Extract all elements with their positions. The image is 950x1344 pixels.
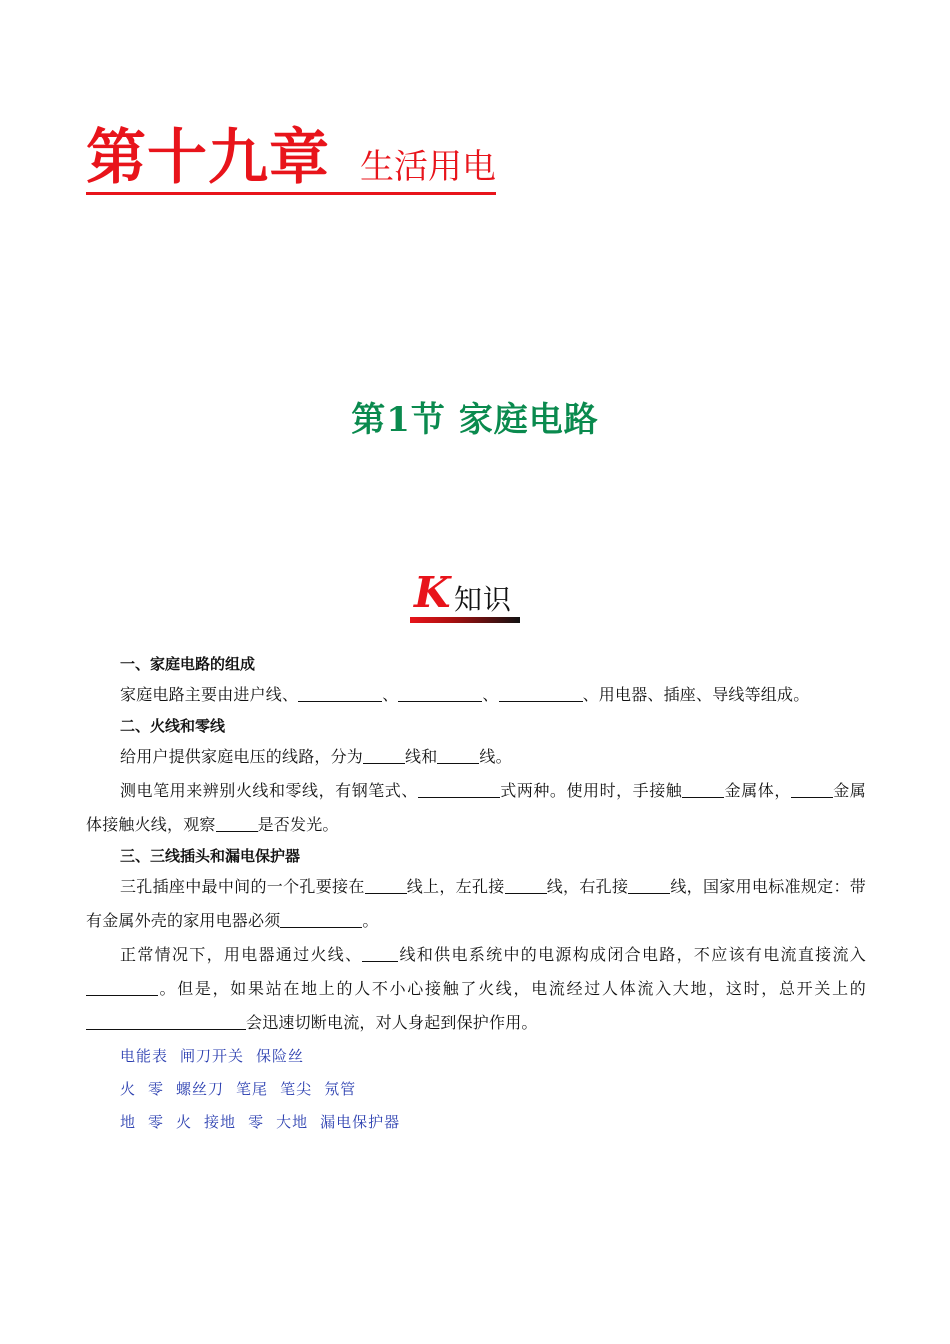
- blank[interactable]: [437, 747, 479, 764]
- knowledge-badge: [410, 568, 522, 624]
- blank[interactable]: [86, 1013, 246, 1030]
- blank[interactable]: [505, 877, 547, 894]
- blank[interactable]: [418, 781, 500, 798]
- blank[interactable]: [398, 685, 482, 702]
- blank[interactable]: [682, 781, 724, 798]
- heading-composition: 一、家庭电路的组成: [120, 655, 256, 673]
- chapter-subtitle: 生活用电: [360, 147, 496, 187]
- section-title: 第1节 家庭电路: [351, 400, 599, 440]
- blank[interactable]: [365, 877, 407, 894]
- badge-letter: K: [414, 568, 451, 617]
- paragraph-leakage: 正常情况下，用电器通过火线、 线和供电系统中的电源构成闭合电路，不应该有电流直接流入。但是，如果站在地上的人不小心接触了火线，电流经过人体流入大地，这时，总开关上的会迅速切断电流，对人身起到保护作用。: [86, 938, 866, 1040]
- blank[interactable]: [628, 877, 670, 894]
- blank[interactable]: [362, 945, 398, 962]
- paragraph-composition: 家庭电路主要由进户线、 、 、 、用电器、插座、导线等组成。: [120, 685, 810, 704]
- blank[interactable]: [298, 685, 382, 702]
- blank[interactable]: [216, 815, 258, 832]
- paragraph-socket: 三孔插座中最中间的一个孔要接在 线上，左孔接 线，右孔接 线，国家用电标准规定：带有金属外壳的家用电器必须 。: [86, 877, 866, 930]
- heading-live-neutral: 二、火线和零线: [120, 717, 226, 735]
- badge-text: 知识: [454, 583, 513, 616]
- chapter-number: 第十九章: [86, 123, 330, 193]
- blank[interactable]: [363, 747, 405, 764]
- blank[interactable]: [499, 685, 583, 702]
- paragraph-test-pen: 测电笔用来辨别火线和零线，有钢笔式、 式两种。使用时，手接触 金属体， 金属体接触火线，观察 是否发光。: [86, 781, 866, 834]
- chapter-title: [86, 124, 496, 195]
- badge-underline: [410, 617, 520, 623]
- blank[interactable]: [86, 979, 158, 996]
- blank[interactable]: [791, 781, 833, 798]
- answer-line-2: 火 零 螺丝刀 笔尾 笔尖 氖管: [120, 1080, 357, 1098]
- answers: [120, 1040, 866, 1139]
- answer-line-1: 电能表 闸刀开关 保险丝: [120, 1047, 305, 1065]
- paragraph-lines: 给用户提供家庭电压的线路，分为 线和 线。: [120, 747, 512, 766]
- blank[interactable]: [280, 911, 362, 928]
- content: [86, 650, 866, 1139]
- heading-plug-protector: 三、三线插头和漏电保护器: [120, 847, 301, 865]
- answer-line-3: 地 零 火 接地 零 大地 漏电保护器: [120, 1113, 401, 1131]
